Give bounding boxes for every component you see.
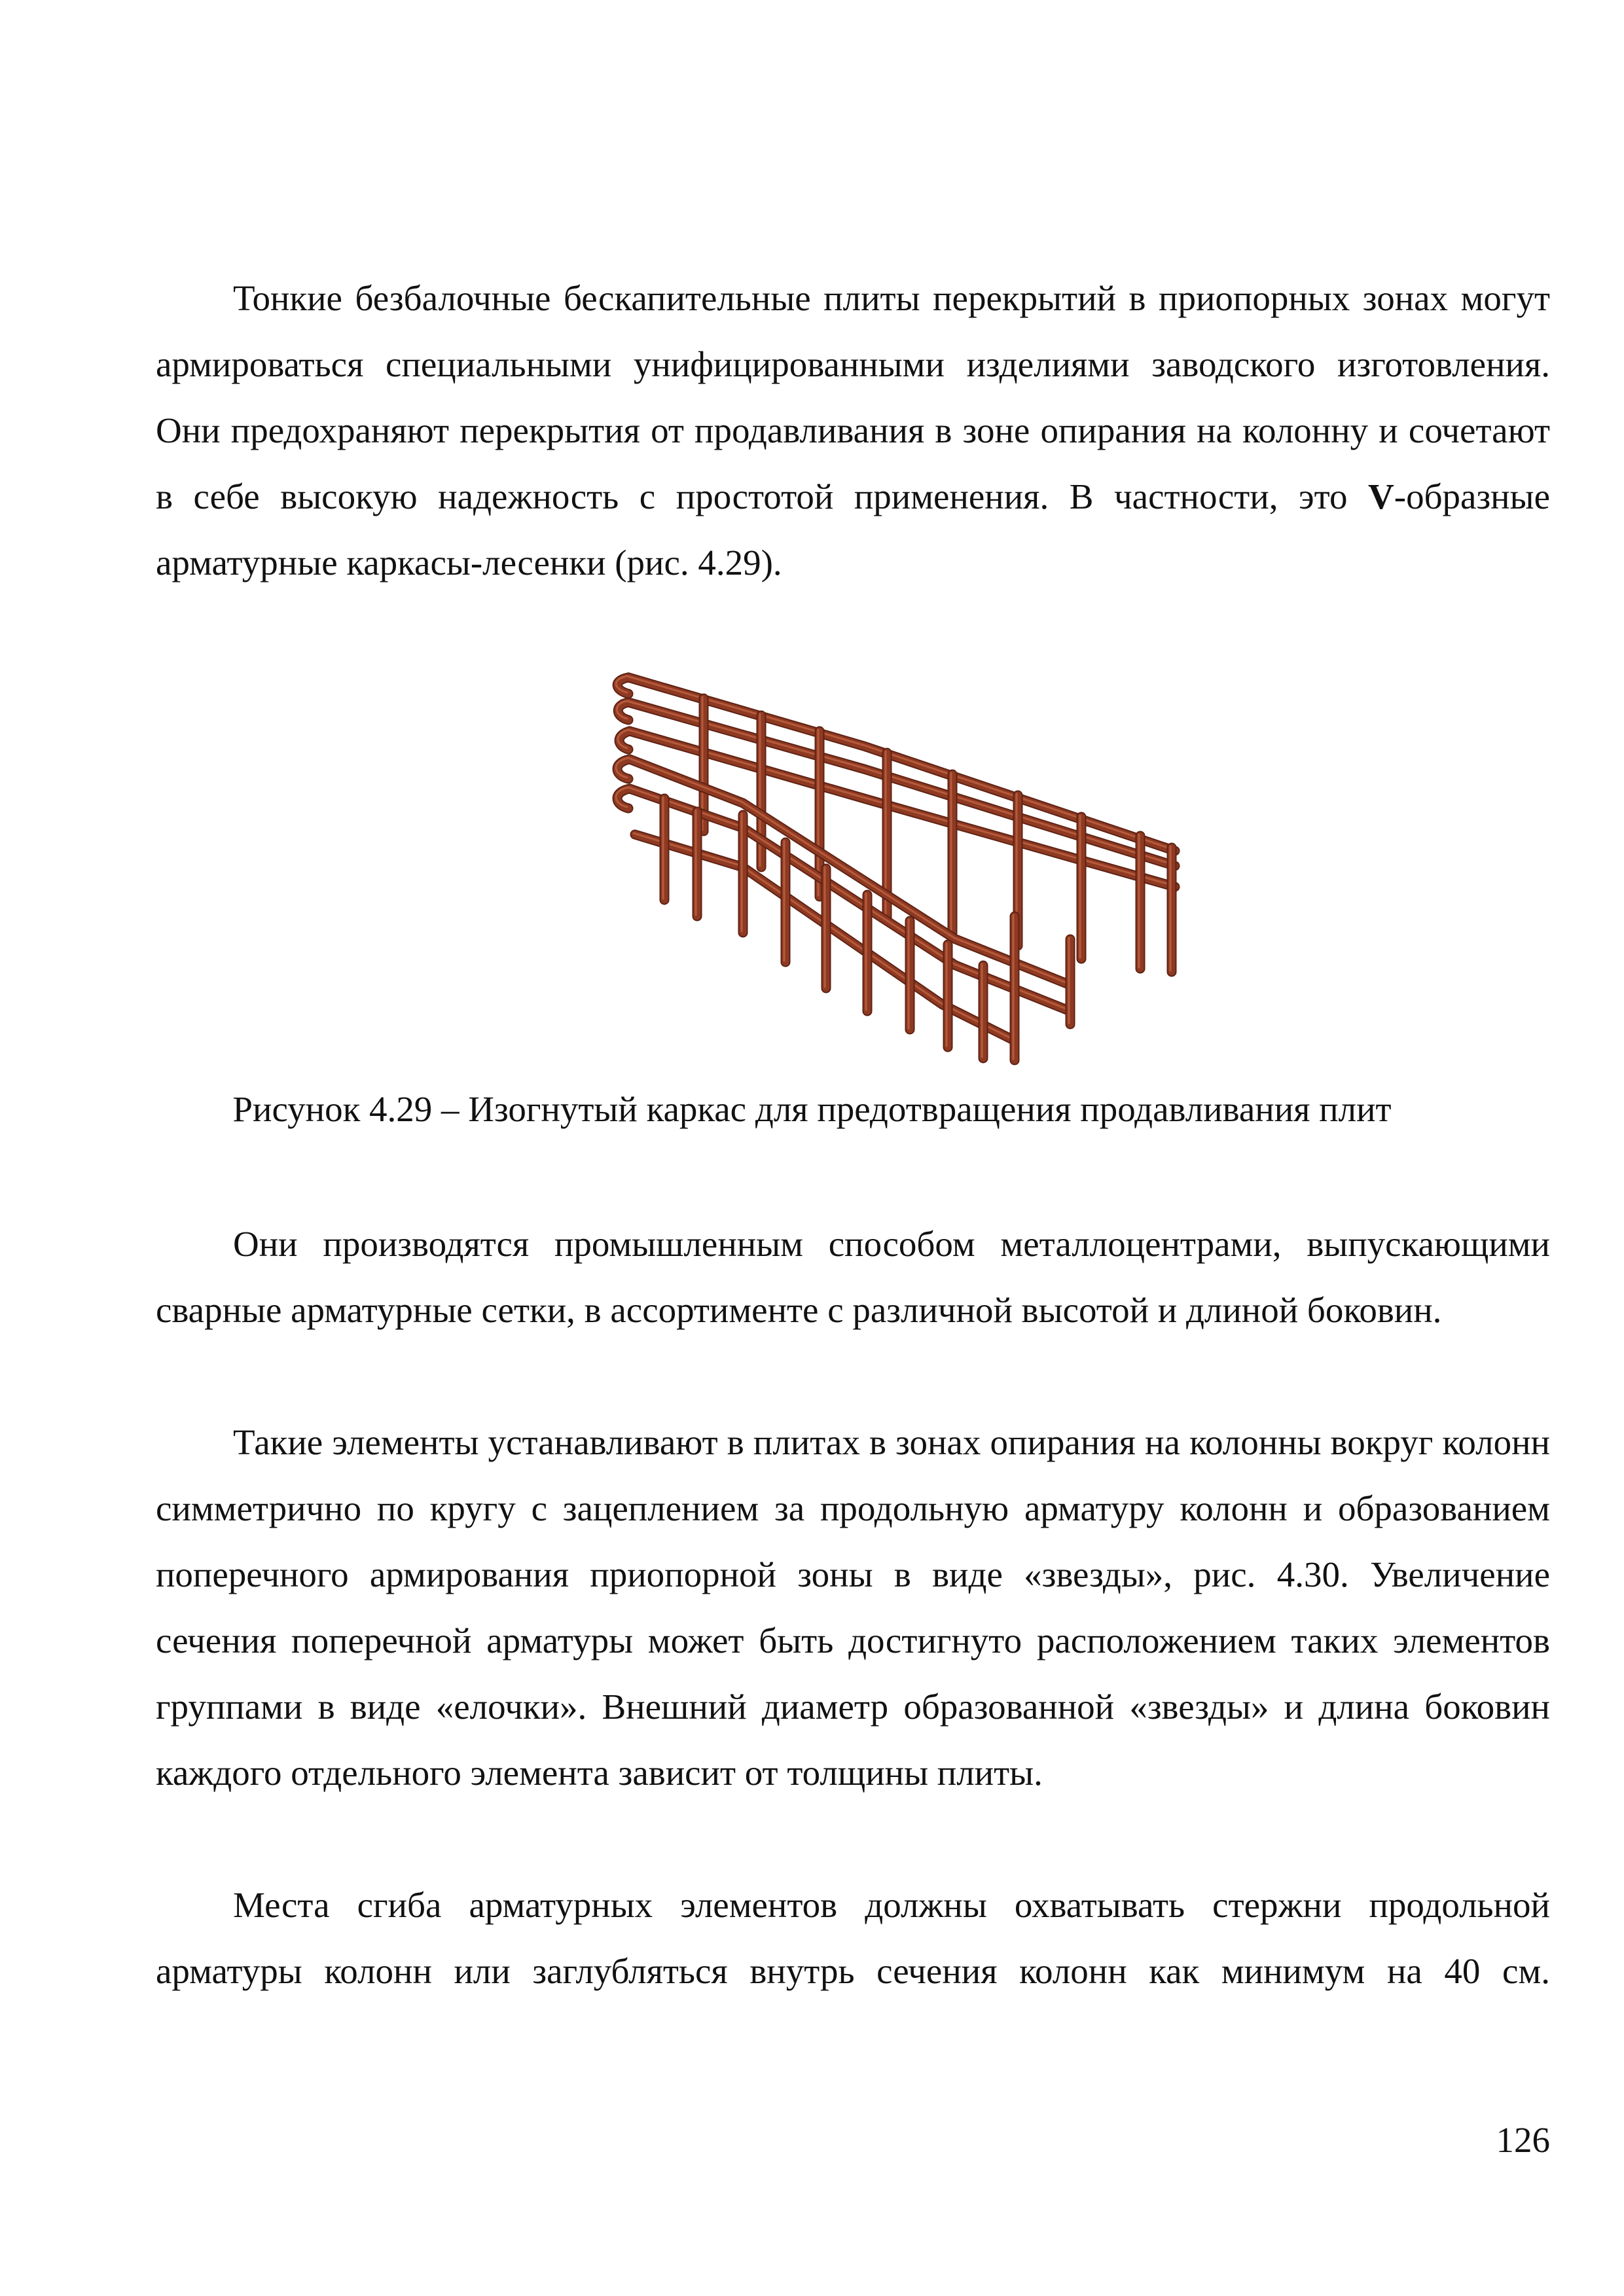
bent-rebar-frame-figure <box>589 658 1191 1070</box>
paragraph-bend-requirements: Места сгиба арматурных элементов должны охватывать стержни продольной арматуры колонн или заглубляться внутрь сечения колонн как минимум на 40 см. <box>156 1885 1550 1991</box>
rebar-bar-shadow <box>617 789 1070 1011</box>
paragraph-intro-tail: -образные арматурные каркасы-лесенки (рис. 4.29). <box>156 476 1550 583</box>
paragraph-installation: Такие элементы устанавливают в плитах в зонах опирания на колонны вокруг колонн симметрично по кругу с зацеплением за продольную арматуру колонн и образованием поперечного армирования приопорной зоны в виде «звезды», рис. 4.30. Увеличение сечения поперечной арматуры может быть достигнуто расположением таких элементов группами в виде «елочки». Внешний диаметр образованной «звезды» и длина боковин каждого отдельного элемента зависит от толщины плиты. <box>156 1422 1550 1793</box>
rebar-bar-highlight <box>616 787 1069 1010</box>
paragraph-intro-bold: V <box>1368 476 1394 516</box>
rebar-frame-drawing <box>616 676 1175 1060</box>
paragraph-intro-text: Тонкие безбалочные бескапительные плиты перекрытий в приопорных зонах могут армироваться специальными унифицированными изделиями заводского изготовления. Они предохраняют перекрытия от продавливания в зоне опирания на колонну и сочетают в себе высокую надежность с простотой применения. В частности, это <box>156 278 1550 516</box>
paragraph-production: Они производятся промышленным способом металлоцентрами, выпускающими сварные арматурные сетки, в ассортименте с различной высотой и длиной боковин. <box>156 1224 1550 1330</box>
paragraph-intro <box>156 265 1550 596</box>
rebar-bar <box>617 789 1070 1011</box>
page-number: 126 <box>1496 2120 1550 2160</box>
lower-frame <box>616 758 1070 1060</box>
figure-caption: Рисунок 4.29 – Изогнутый каркас для предотвращения продавливания плит <box>232 1089 1392 1129</box>
